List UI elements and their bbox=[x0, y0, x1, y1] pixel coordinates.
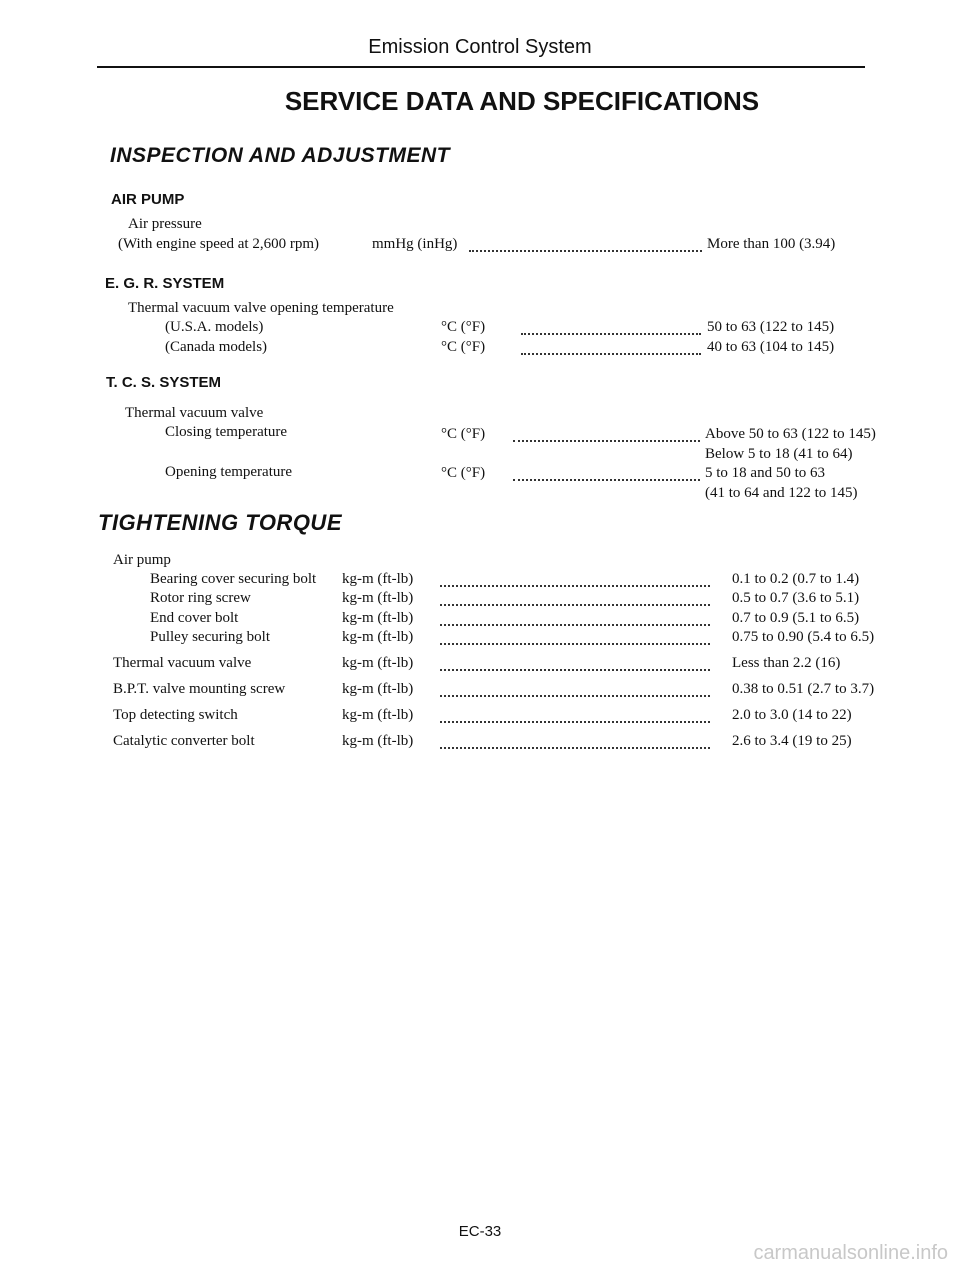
egr-row-value: 40 to 63 (104 to 145) bbox=[707, 339, 835, 355]
torque-row-value: 0.1 to 0.2 (0.7 to 1.4) bbox=[732, 571, 860, 587]
torque-row-unit: kg-m (ft-lb) bbox=[342, 571, 414, 587]
page-number: EC-33 bbox=[458, 1223, 502, 1240]
tcs-closing-unit: °C (°F) bbox=[441, 426, 486, 442]
subsection-title-tcs: T. C. S. SYSTEM bbox=[106, 374, 222, 391]
torque-row-value: Less than 2.2 (16) bbox=[732, 655, 841, 671]
watermark: carmanualsonline.info bbox=[753, 1242, 948, 1264]
torque-row-unit: kg-m (ft-lb) bbox=[342, 610, 414, 626]
leader-dots bbox=[521, 333, 701, 335]
torque-row-unit: kg-m (ft-lb) bbox=[342, 629, 414, 645]
torque-row-value: 0.7 to 0.9 (5.1 to 6.5) bbox=[732, 610, 860, 626]
egr-row-label: (Canada models) bbox=[165, 339, 268, 355]
torque-row-unit: kg-m (ft-lb) bbox=[342, 655, 414, 671]
torque-row-label: End cover bolt bbox=[150, 610, 239, 626]
header-rule bbox=[97, 66, 865, 68]
leader-dots bbox=[469, 250, 702, 252]
torque-row-label: Thermal vacuum valve bbox=[113, 655, 252, 671]
tcs-opening-value: (41 to 64 and 122 to 145) bbox=[705, 485, 858, 501]
tcs-opening-value: 5 to 18 and 50 to 63 bbox=[705, 465, 825, 481]
running-header: Emission Control System bbox=[368, 36, 592, 58]
air-pump-label: Air pump bbox=[113, 552, 171, 568]
egr-row-label: (U.S.A. models) bbox=[165, 319, 264, 335]
torque-row-label: Top detecting switch bbox=[113, 707, 238, 723]
egr-valve-label: Thermal vacuum valve opening temperature bbox=[128, 300, 394, 316]
section-title-inspection: INSPECTION AND ADJUSTMENT bbox=[110, 144, 450, 167]
tcs-opening-label: Opening temperature bbox=[165, 464, 293, 480]
torque-row-value: 0.75 to 0.90 (5.4 to 6.5) bbox=[732, 629, 875, 645]
torque-row-unit: kg-m (ft-lb) bbox=[342, 707, 414, 723]
air-pressure-label: Air pressure bbox=[128, 216, 202, 232]
tcs-opening-unit: °C (°F) bbox=[441, 465, 486, 481]
tcs-closing-label: Closing temperature bbox=[165, 424, 288, 440]
egr-row-unit: °C (°F) bbox=[441, 319, 486, 335]
section-title-torque: TIGHTENING TORQUE bbox=[98, 510, 342, 535]
torque-row-label: Catalytic converter bolt bbox=[113, 733, 255, 749]
torque-row-label: B.P.T. valve mounting screw bbox=[113, 681, 286, 697]
egr-row-unit: °C (°F) bbox=[441, 339, 486, 355]
leader-dots bbox=[513, 479, 700, 481]
air-pressure-condition: (With engine speed at 2,600 rpm) bbox=[118, 236, 320, 252]
leader-dots bbox=[440, 624, 710, 626]
leader-dots bbox=[440, 604, 710, 606]
leader-dots bbox=[440, 721, 710, 723]
subsection-title-air-pump: AIR PUMP bbox=[111, 191, 185, 208]
leader-dots bbox=[440, 585, 710, 587]
torque-row-value: 0.38 to 0.51 (2.7 to 3.7) bbox=[732, 681, 875, 697]
leader-dots bbox=[440, 669, 710, 671]
torque-row-unit: kg-m (ft-lb) bbox=[342, 590, 414, 606]
page-title: SERVICE DATA AND SPECIFICATIONS bbox=[284, 86, 760, 116]
torque-row-label: Pulley securing bolt bbox=[150, 629, 270, 645]
torque-row-label: Bearing cover securing bolt bbox=[150, 571, 317, 587]
tcs-valve-label: Thermal vacuum valve bbox=[125, 405, 264, 421]
leader-dots bbox=[440, 695, 710, 697]
leader-dots bbox=[440, 643, 710, 645]
torque-row-value: 0.5 to 0.7 (3.6 to 5.1) bbox=[732, 590, 860, 606]
tcs-closing-value: Above 50 to 63 (122 to 145) bbox=[705, 426, 876, 442]
air-pressure-value: More than 100 (3.94) bbox=[707, 236, 836, 252]
leader-dots bbox=[440, 747, 710, 749]
leader-dots bbox=[521, 353, 701, 355]
torque-row-value: 2.6 to 3.4 (19 to 25) bbox=[732, 733, 852, 749]
torque-row-value: 2.0 to 3.0 (14 to 22) bbox=[732, 707, 852, 723]
torque-row-unit: kg-m (ft-lb) bbox=[342, 733, 414, 749]
subsection-title-egr: E. G. R. SYSTEM bbox=[105, 275, 225, 292]
torque-row-label: Rotor ring screw bbox=[150, 590, 251, 606]
egr-row-value: 50 to 63 (122 to 145) bbox=[707, 319, 835, 335]
tcs-closing-value: Below 5 to 18 (41 to 64) bbox=[705, 446, 853, 462]
air-pressure-unit: mmHg (inHg) bbox=[372, 236, 458, 252]
torque-row-unit: kg-m (ft-lb) bbox=[342, 681, 414, 697]
leader-dots bbox=[513, 440, 700, 442]
